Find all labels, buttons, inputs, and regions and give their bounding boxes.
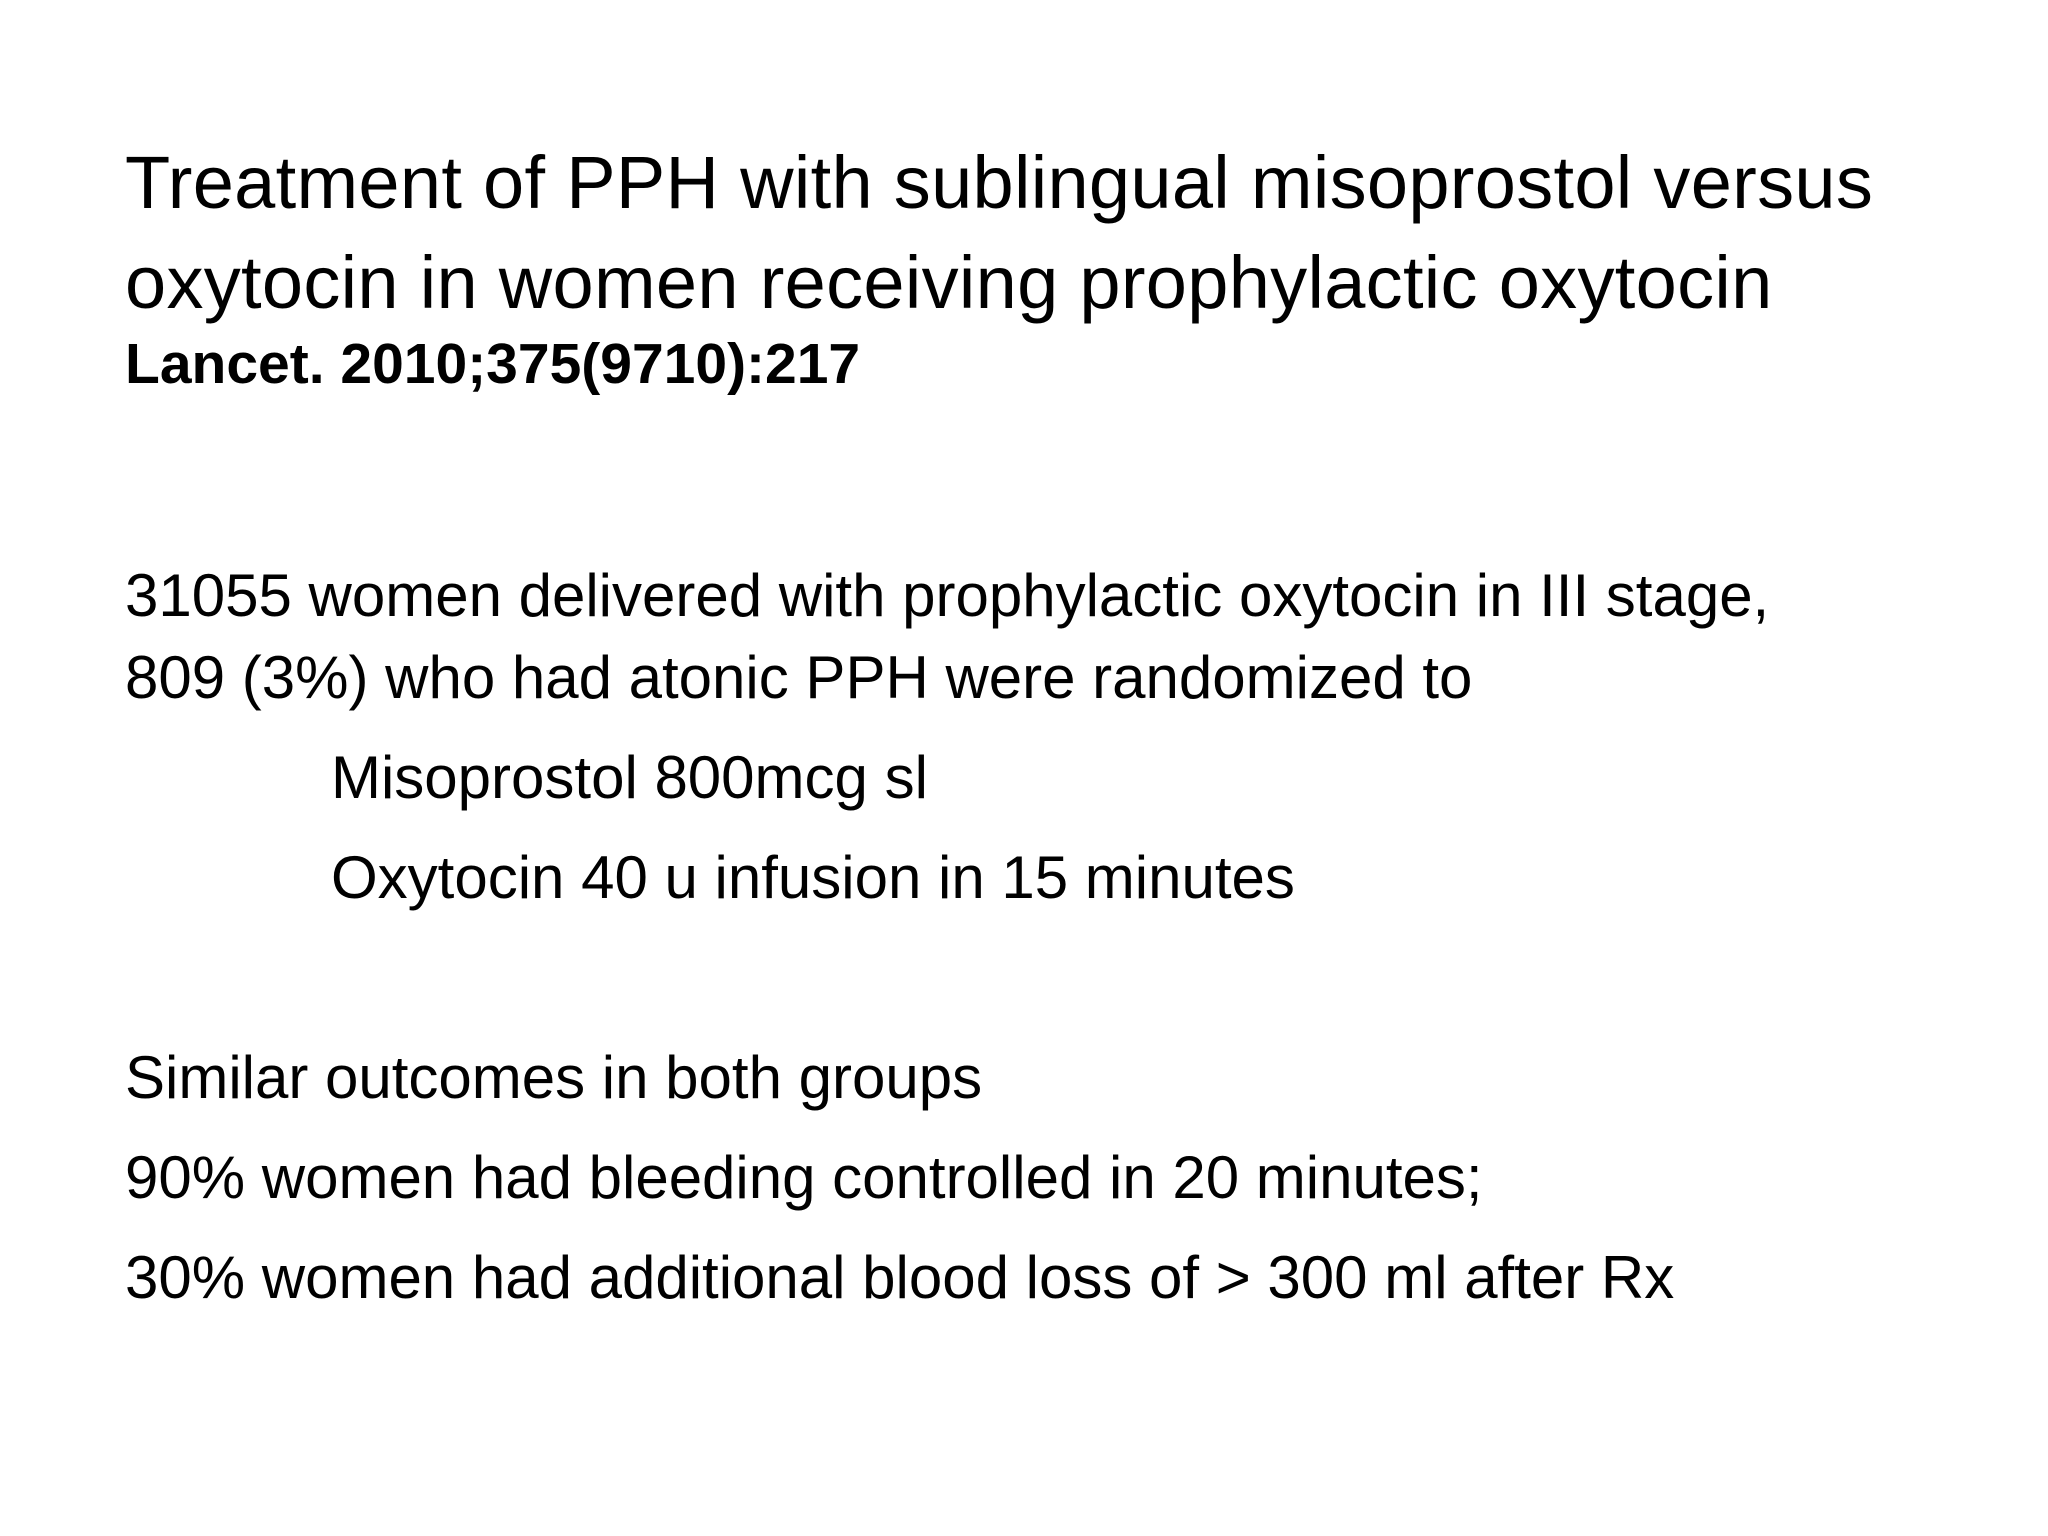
slide-title-line-2: oxytocin in women receiving prophylactic oxytocin <box>125 241 1773 324</box>
study-description-line-1: 31055 women delivered with prophylactic oxytocin in III stage, <box>125 562 1770 629</box>
arm-oxytocin: Oxytocin 40 u infusion in 15 minutes <box>331 844 1295 911</box>
arm-misoprostol: Misoprostol 800mcg sl <box>331 744 928 811</box>
slide-title-line-1: Treatment of PPH with sublingual misoprostol versus <box>125 141 1874 224</box>
study-description-line-2: 809 (3%) who had atonic PPH were randomized to <box>125 644 1473 711</box>
outcome-line-2: 90% women had bleeding controlled in 20 minutes; <box>125 1144 1483 1211</box>
outcome-line-1: Similar outcomes in both groups <box>125 1044 983 1111</box>
outcome-line-3: 30% women had additional blood loss of > 300 ml after Rx <box>125 1244 1675 1311</box>
citation: Lancet. 2010;375(9710):217 <box>125 332 861 396</box>
